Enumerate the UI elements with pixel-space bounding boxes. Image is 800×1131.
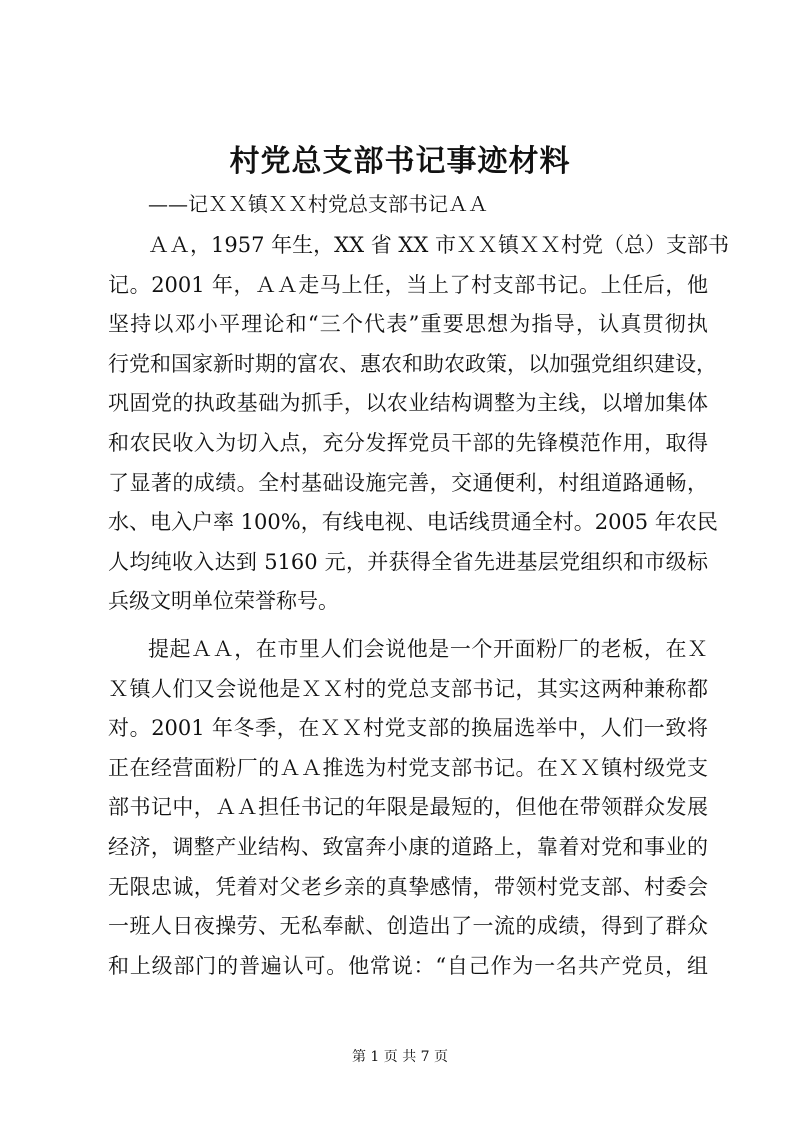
paragraph-line: 和农民收入为切入点，充分发挥党员干部的先锋模范作用，取得 (108, 430, 708, 455)
paragraph-line: 水、电入户率 100%，有线电视、电话线贯通全村。2005 年农民 (108, 510, 718, 535)
paragraph-line: 记。2001 年，ＡＡ走马上任，当上了村支部书记。上任后，他 (108, 272, 708, 297)
paragraph-line: 和上级部门的普遍认可。他常说：“自己作为一名共产党员，组 (108, 953, 708, 978)
page-footer: 第 1 页 共 7 页 (351, 1049, 449, 1065)
paragraph-line: 部书记中，ＡＡ担任书记的年限是最短的，但他在带领群众发展 (108, 795, 708, 820)
paragraph-line: 人均纯收入达到 5160 元，并获得全省先进基层党组织和市级标 (108, 549, 708, 574)
paragraph-1 (108, 226, 729, 622)
paragraph-2 (108, 630, 708, 986)
paragraph-line: 一班人日夜操劳、无私奉献、创造出了一流的成绩，得到了群众 (108, 914, 708, 939)
paragraph-line: Ｘ镇人们又会说他是ＸＸ村的党总支部书记，其实这两种兼称都 (108, 676, 708, 701)
paragraph-line: 坚持以邓小平理论和“三个代表”重要思想为指导，认真贯彻执 (108, 312, 708, 337)
document-subtitle: ——记ＸＸ镇ＸＸ村党总支部书记ＡＡ (148, 192, 488, 216)
paragraph-line: 巩固党的执政基础为抓手，以农业结构调整为主线，以增加集体 (108, 391, 708, 416)
paragraph-line: 对。2001 年冬季，在ＸＸ村党支部的换届选举中，人们一致将 (108, 716, 708, 741)
paragraph-line: 经济，调整产业结构、致富奔小康的道路上，靠着对党和事业的 (108, 834, 708, 859)
paragraph-line: 兵级文明单位荣誉称号。 (108, 589, 339, 614)
paragraph-line: 行党和国家新时期的富农、惠农和助农政策，以加强党组织建设， (108, 351, 717, 376)
paragraph-line: ＡＡ，1957 年生，XX 省 XX 市ＸＸ镇ＸＸ村党（总）支部书 (148, 233, 729, 257)
document-title: 村党总支部书记事迹材料 (229, 144, 571, 179)
paragraph-line: 无限忠诚，凭着对父老乡亲的真挚感情，带领村党支部、村委会 (108, 874, 708, 899)
paragraph-line: 提起ＡＡ，在市里人们会说他是一个开面粉厂的老板，在Ｘ (148, 637, 708, 661)
paragraph-line: 正在经营面粉厂的ＡＡ推选为村党支部书记。在ＸＸ镇村级党支 (108, 755, 708, 780)
paragraph-line: 了显著的成绩。全村基础设施完善，交通便利，村组道路通畅， (108, 470, 708, 495)
